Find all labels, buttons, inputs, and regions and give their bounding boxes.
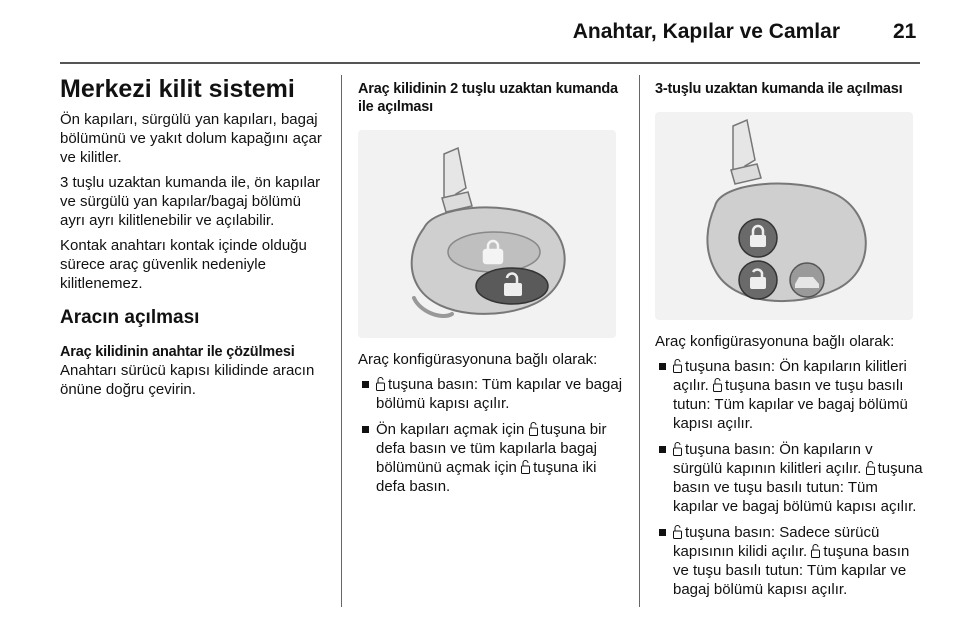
- unlock-icon: [521, 460, 530, 474]
- column3-list: [655, 357, 923, 599]
- unlock-icon: [811, 544, 820, 558]
- list-item-text: tuşuna basın: Tüm kapılar ve bagaj bölümü kapısı açılır.: [376, 376, 623, 413]
- section-title: Aracın açılması: [60, 306, 200, 328]
- paragraph-4: Anahtarı sürücü kapısı kilidinde aracın önüne doğru çevirin.: [60, 361, 315, 398]
- list-item: [655, 440, 923, 516]
- column2-heading: Araç kilidinin 2 tuşlu uzaktan kumanda ile açılması: [358, 81, 618, 116]
- unlock-icon: [673, 359, 682, 373]
- key-remote-2-button-icon: [358, 130, 616, 338]
- bullet-icon: [362, 381, 369, 388]
- paragraph-1: Ön kapıları, sürgülü yan kapıları, bagaj bölümünü ve yakıt dolum kapağını açar ve kilitler.: [60, 110, 322, 166]
- unlock-icon: [529, 422, 538, 436]
- bullet-icon: [362, 426, 369, 433]
- list-item-text: tuşuna basın: Ön kapıların v sürgülü kapının kilitleri açılır.: [673, 441, 873, 478]
- paragraph-3: Kontak anahtarı kontak içinde olduğu sürece araç güvenlik nedeniyle kilitlenemez.: [60, 236, 307, 292]
- key-remote-3-button-icon: [655, 112, 913, 320]
- list-item-text: tuşuna iki defa basın.: [376, 459, 597, 496]
- unlock-icon: [673, 442, 682, 456]
- column3-intro: Araç konfigürasyonuna bağlı olarak:: [655, 333, 895, 351]
- page-number: 21: [893, 20, 917, 43]
- key-remote-2-button-figure: [358, 130, 616, 338]
- bullet-icon: [659, 529, 666, 536]
- list-item: [655, 523, 923, 599]
- unlock-icon: [713, 378, 722, 392]
- subsection-title: Araç kilidinin anahtar ile çözülmesi: [60, 343, 295, 360]
- list-item: [358, 420, 626, 496]
- unlock-icon: [673, 525, 682, 539]
- main-title: Merkezi kilit sistemi: [60, 75, 295, 103]
- column-2: [358, 80, 626, 503]
- unlock-icon: [376, 377, 385, 391]
- list-item: [358, 375, 626, 413]
- paragraph-2: 3 tuşlu uzaktan kumanda ile, ön kapılar ve sürgülü yan kapılar/bagaj bölümü ayrı ayrı kilitlenebilir ve açılabilir.: [60, 173, 321, 229]
- list-item-text: tuşuna basın: Sadece sürücü kapısının kilidi açılır.: [673, 524, 880, 561]
- column-divider-1: [341, 75, 342, 607]
- list-item-text: Ön kapıları açmak için: [376, 421, 525, 439]
- list-item-text: tuşuna basın ve tuşu basılı tutun: Tüm kapılar ve bagaj bölümü kapısı açılır.: [673, 543, 910, 599]
- list-item-text: tuşuna basın: Ön kapıların kilitleri açılır.: [673, 358, 907, 395]
- header-divider: [60, 62, 920, 64]
- column-1: [60, 72, 328, 405]
- list-item-text: tuşuna basın ve tuşu basılı tutun: Tüm kapılar ve bagaj bölümü kapısı açılır.: [673, 460, 923, 516]
- list-item: [655, 357, 923, 433]
- column-divider-2: [639, 75, 640, 607]
- page-header-title: Anahtar, Kapılar ve Camlar: [572, 20, 840, 43]
- column-3: [655, 80, 923, 606]
- key-remote-3-button-figure: [655, 112, 913, 320]
- bullet-icon: [659, 446, 666, 453]
- list-item-text: tuşuna bir defa basın ve tüm kapılarla bagaj bölümünü açmak için: [376, 421, 607, 477]
- unlock-icon: [866, 461, 875, 475]
- column3-heading: 3-tuşlu uzaktan kumanda ile açılması: [655, 81, 903, 97]
- column2-intro: Araç konfigürasyonuna bağlı olarak:: [358, 351, 598, 369]
- bullet-icon: [659, 363, 666, 370]
- column2-list: [358, 375, 626, 496]
- list-item-text: tuşuna basın ve tuşu basılı tutun: Tüm kapılar ve bagaj bölümü kapısı açılır.: [673, 377, 908, 433]
